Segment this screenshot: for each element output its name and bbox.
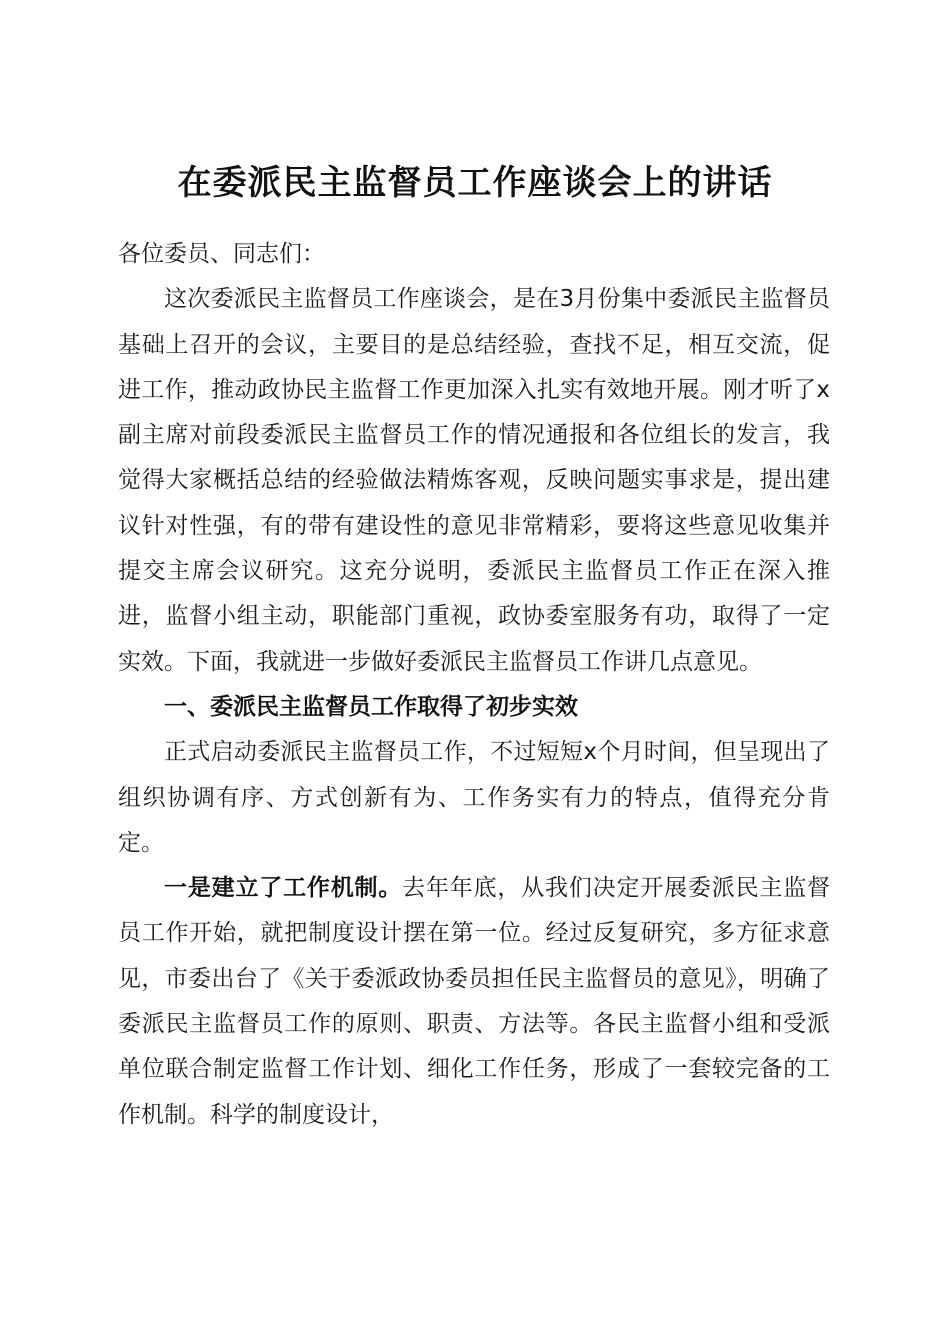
paragraph-mechanism xyxy=(118,866,830,1138)
paragraph-intro: 这次委派民主监督员工作座谈会，是在3月份集中委派民主监督员基础上召开的会议，主要目的是总结经验，查找不足，相互交流，促进工作，推动政协民主监督工作更加深入扎实有效地开展。刚才听了x副主席对前段委派民主监督员工作的情况通报和各位组长的发言，我觉得大家概括总结的经验做法精炼客观，反映问题实事求是，提出建议针对性强，有的带有建设性的意见非常精彩，要将这些意见收集并提交主席会议研究。这充分说明，委派民主监督员工作正在深入推进，监督小组主动，职能部门重视，政协委室服务有功，取得了一定实效。下面，我就进一步做好委派民主监督员工作讲几点意见。 xyxy=(118,286,830,675)
paragraph-mechanism-body: 去年年底，从我们决定开展委派民主监督员工作开始，就把制度设计摆在第一位。经过反复研究，多方征求意见，市委出台了《关于委派政协委员担任民主监督员的意见》，明确了委派民主监督员工作的原则、职责、方法等。各民主监督小组和受派单位联合制定监督工作计划、细化工作任务，形成了一套较完备的工作机制。科学的制度设计， xyxy=(118,875,831,1128)
page-title: 在委派民主监督员工作座谈会上的讲话 xyxy=(177,162,773,203)
section-heading-1: 一、委派民主监督员工作取得了初步实效 xyxy=(164,693,578,720)
paragraph-section1-intro: 正式启动委派民主监督员工作，不过短短x个月时间，但呈现出了组织协调有序、方式创新有为、工作务实有力的特点，值得充分肯定。 xyxy=(118,739,830,856)
salutation: 各位委员、同志们： xyxy=(118,241,325,267)
document-body xyxy=(118,232,830,1138)
paragraph-lead-phrase: 一是建立了工作机制。 xyxy=(164,875,403,902)
